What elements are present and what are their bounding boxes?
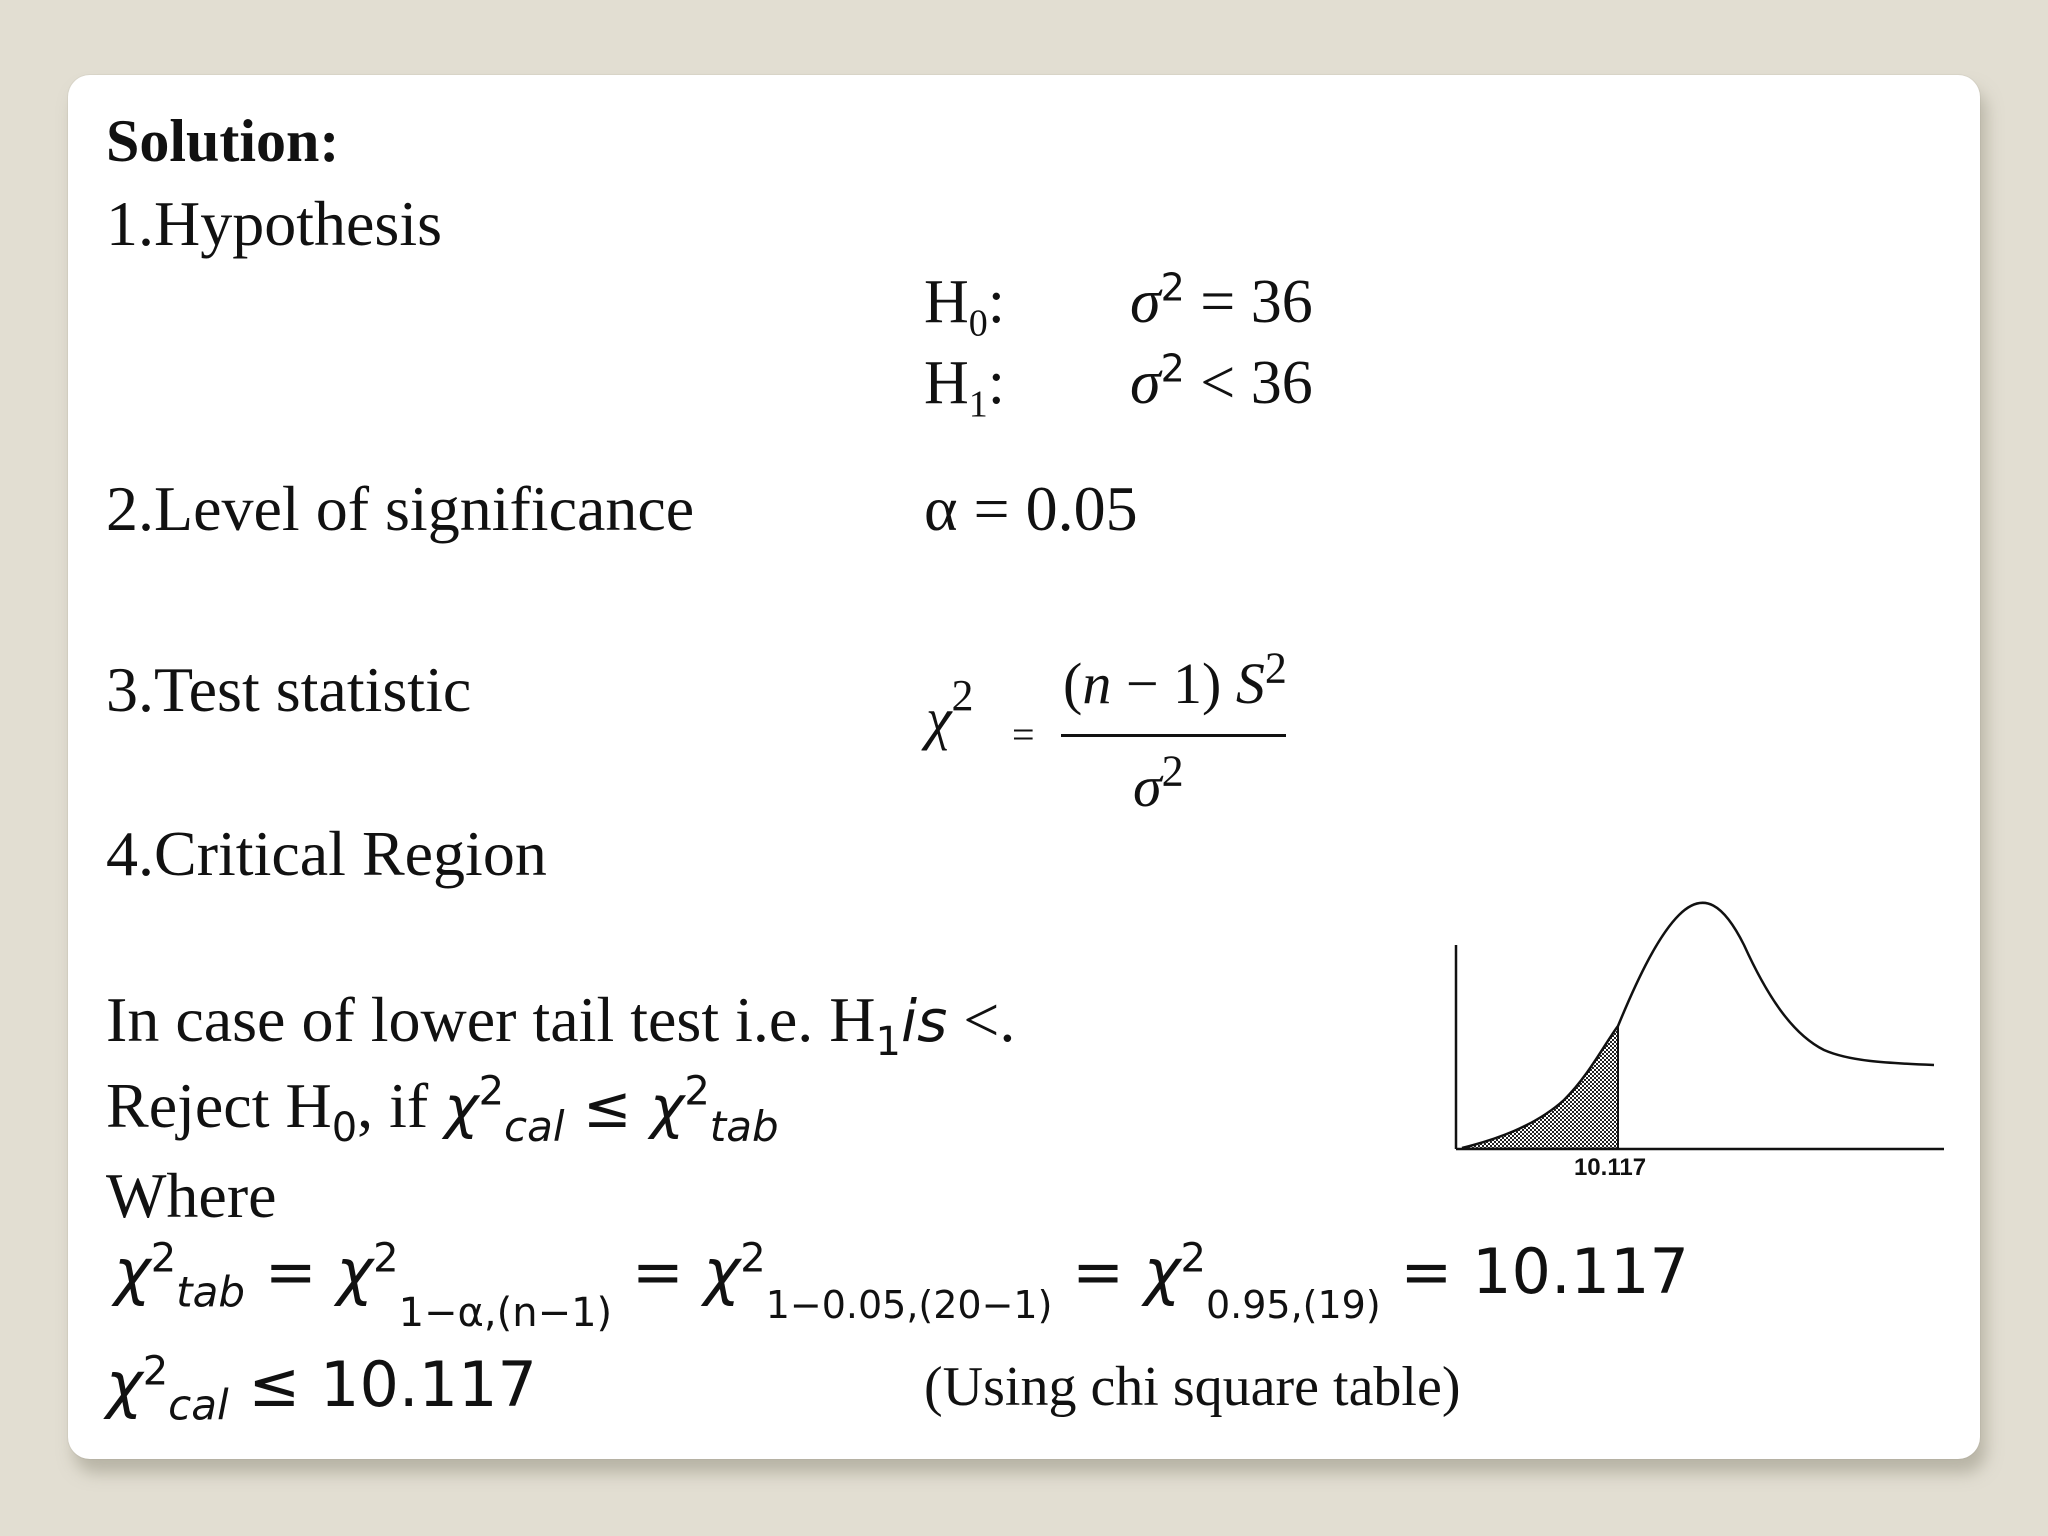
chi-square-distribution-chart: [1454, 865, 1954, 1195]
critical-region-shading: [1462, 1026, 1618, 1148]
chi-square-cal-inequality: $\chi^2_{cal} \le 10.117$: [106, 1348, 537, 1430]
formula-equals: =: [1012, 712, 1035, 757]
chi-square-tab-equation: $\chi^2_{tab} = \chi^2_{1-\alpha,(n-1)} = \chi^2_{1-0.05,(20-1)} = \chi^2_{0.95,(19)} = 10.117$: [114, 1235, 1690, 1337]
reject-rule: Reject $H_0$, if $\chi^2_{cal} \le \chi^2_{tab}$: [106, 1068, 779, 1151]
null-hypothesis-expression: $\sigma^2 = 36$: [1130, 265, 1313, 336]
fraction-bar: [1061, 734, 1286, 737]
formula-numerator: (n − 1) $S^2$: [1063, 643, 1287, 716]
step-test-statistic: 3.Test statistic: [106, 654, 472, 725]
step-hypothesis: 1.Hypothesis: [106, 188, 442, 259]
null-hypothesis: $H_0$:: [924, 268, 1006, 345]
where-label: Where: [106, 1160, 277, 1231]
formula-chi-square: $\chi^2$: [926, 670, 974, 751]
solution-heading: Solution:: [106, 108, 340, 174]
step-critical-region: 4.Critical Region: [106, 818, 547, 889]
chi-square-table-note: (Using chi square table): [924, 1356, 1461, 1418]
alternative-hypothesis-expression: $\sigma^2 < 36$: [1130, 346, 1313, 417]
lower-tail-text: In case of lower tail test i.e. $H_1is$ <.: [106, 984, 1016, 1065]
formula-denominator: $\sigma^2$: [1133, 746, 1184, 819]
alpha-value: α = 0.05: [924, 473, 1138, 544]
step-level-of-significance: 2.Level of significance: [106, 473, 695, 544]
alternative-hypothesis: $H_1$:: [924, 349, 1006, 426]
density-curve: [1462, 903, 1934, 1148]
slide-card: [68, 75, 1980, 1459]
critical-value-label: 10.117: [1573, 1154, 1647, 1181]
